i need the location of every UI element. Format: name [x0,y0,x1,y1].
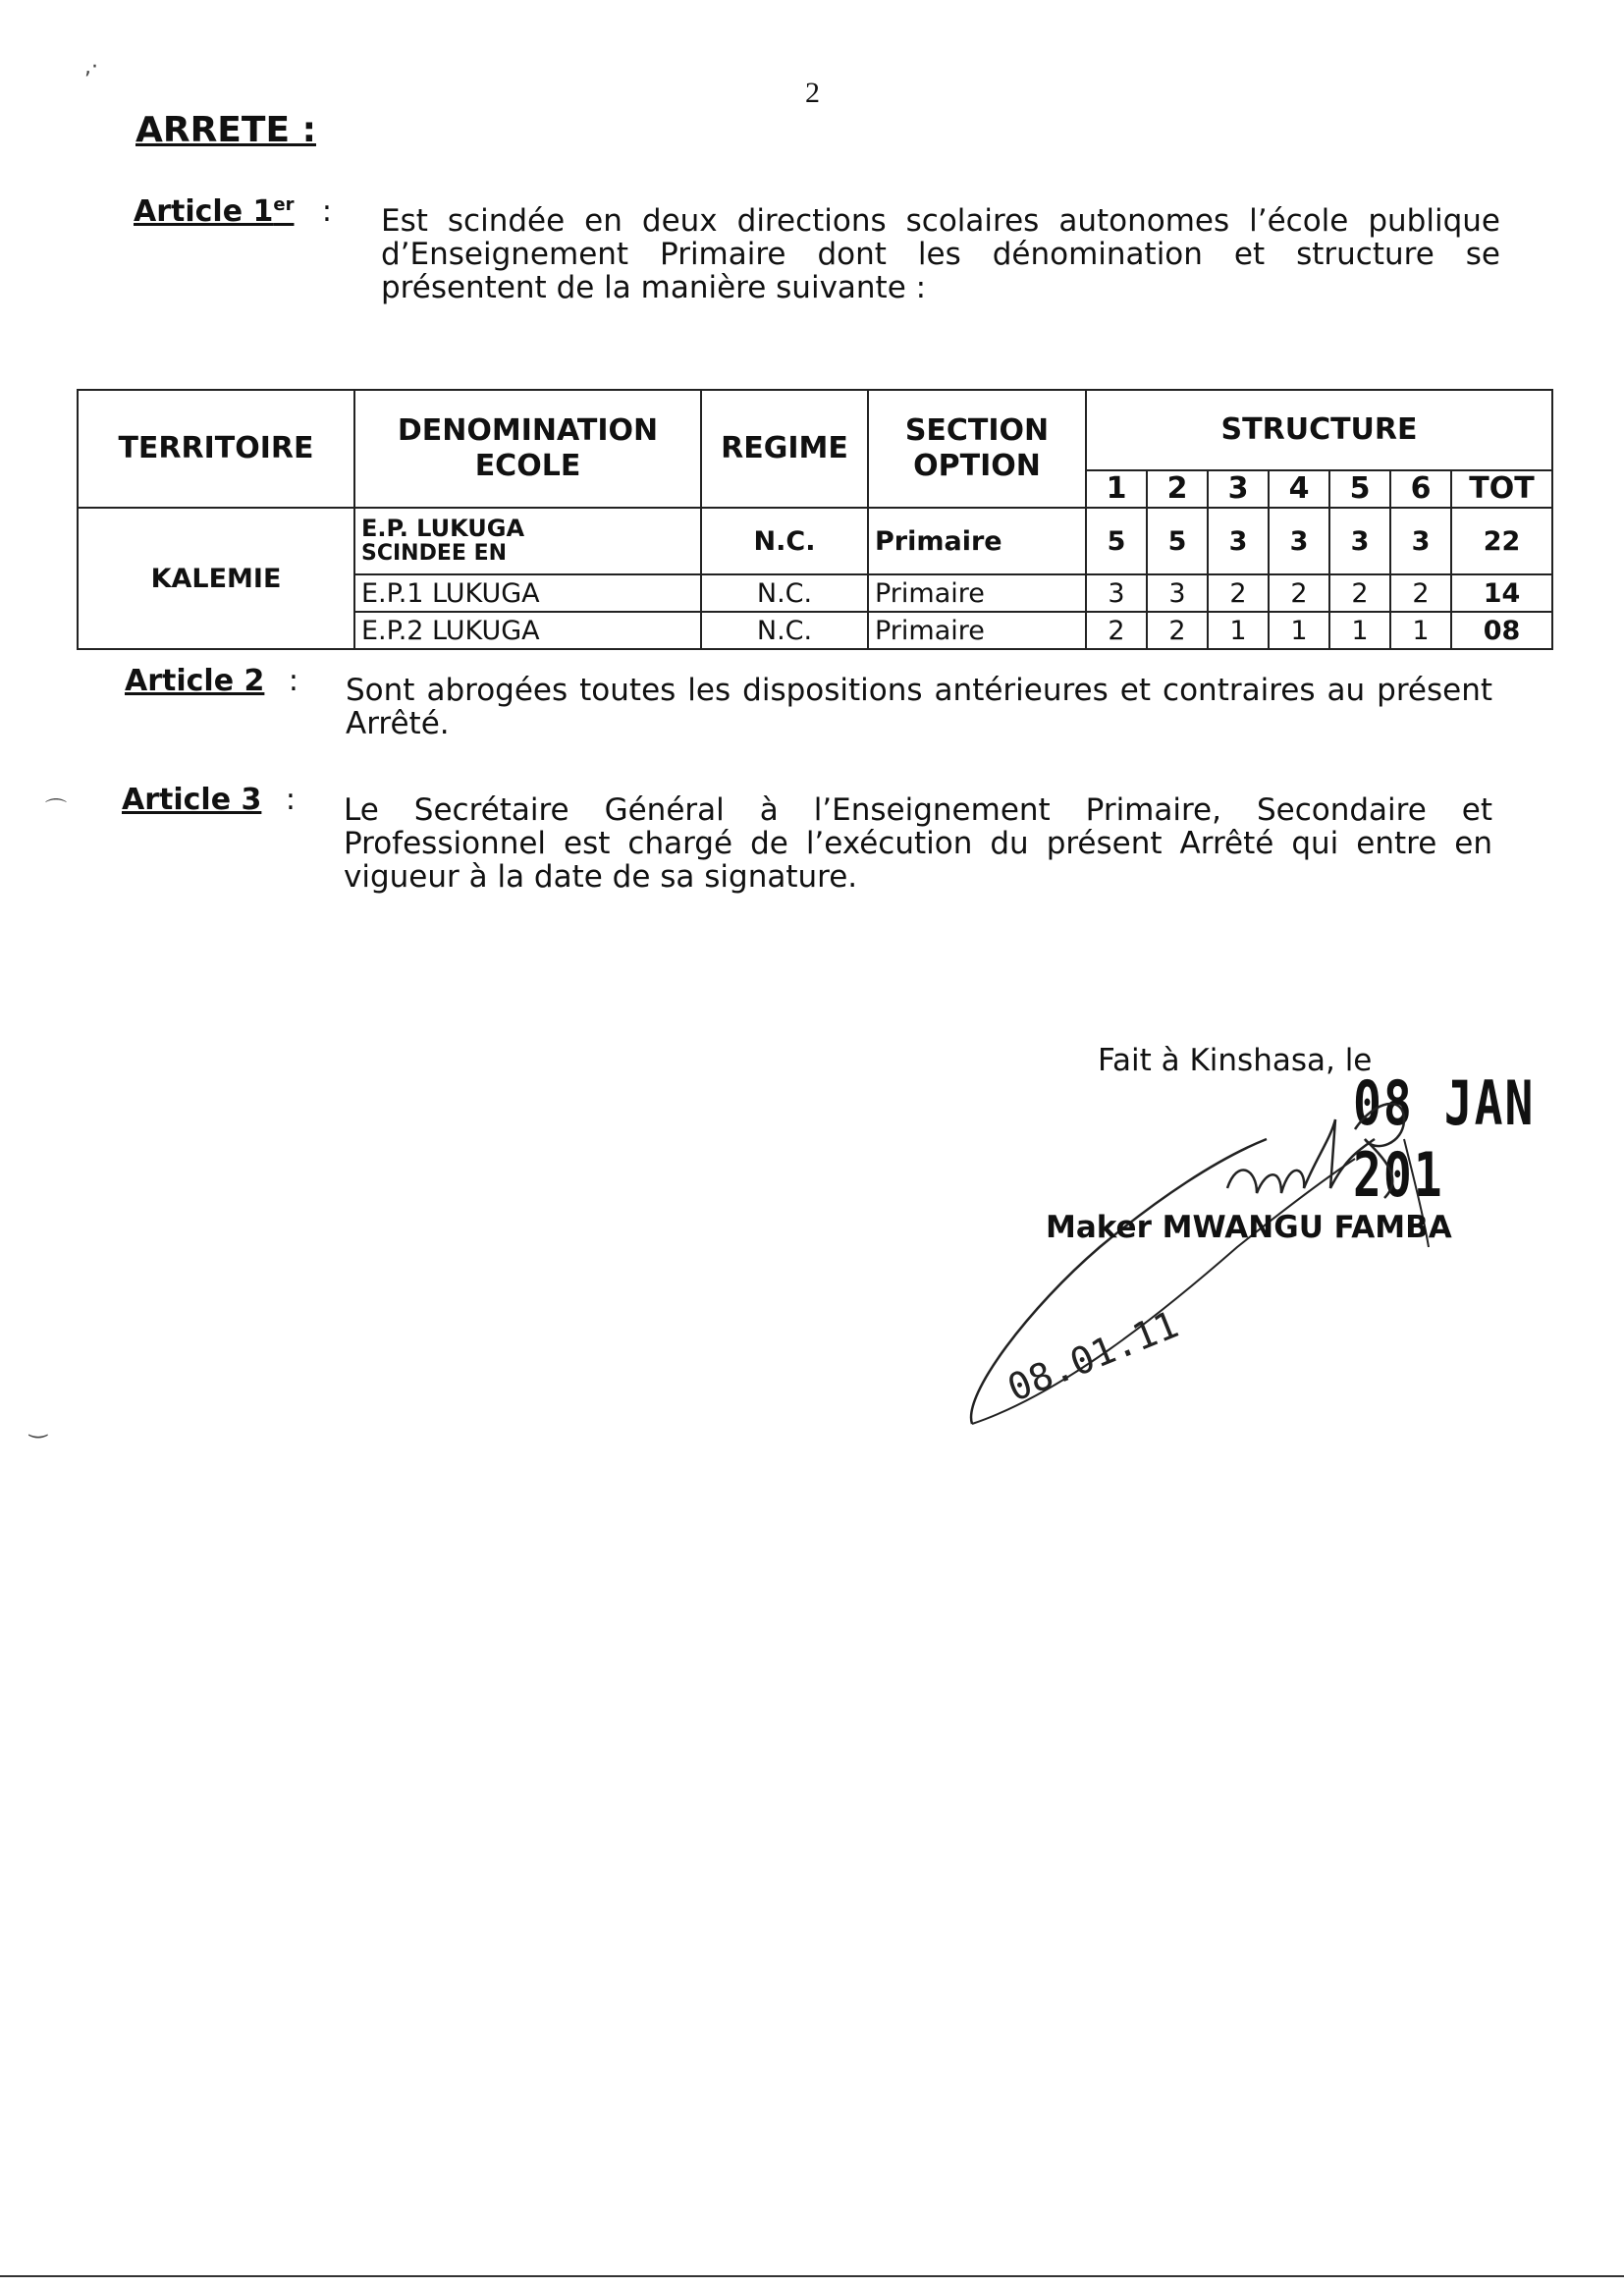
cell-denomination: E.P.2 LUKUGA [354,612,701,649]
structure-table [77,389,1553,650]
place-and-date-label: Fait à Kinshasa, le [1098,1043,1373,1078]
header-col-6: 6 [1390,470,1451,508]
header-regime: REGIME [701,390,868,508]
cell-total: 22 [1451,508,1552,574]
cell-value: 1 [1269,612,1329,649]
cell-section: Primaire [868,508,1086,574]
cell-value: 3 [1269,508,1329,574]
handwritten-signature [943,1100,1492,1473]
cell-value: 2 [1269,574,1329,612]
cell-value: 5 [1086,508,1147,574]
cell-value: 1 [1208,612,1269,649]
cell-denomination-name: E.P. LUKUGA [361,515,525,542]
header-col-2: 2 [1147,470,1208,508]
date-stamp: 08 JAN 201 [1353,1068,1536,1212]
article-2-text: Sont abrogées toutes les dispositions antérieures et contraires au présent Arrêté. [346,673,1492,741]
cell-value: 3 [1390,508,1451,574]
article-2-label [125,664,298,698]
header-col-5: 5 [1329,470,1390,508]
cell-value: 5 [1147,508,1208,574]
cell-denomination [354,508,701,574]
article-3-label [122,783,296,817]
article-3-text: Le Secrétaire Général à l’Enseignement Primaire, Secondaire et Professionnel est chargé de l’exécution du présent Arrêté qui entre en vigueur à la date de sa signature. [344,792,1492,895]
article-1-label [134,194,332,229]
heading-arrete: ARRETE : [135,110,316,150]
cell-value: 2 [1390,574,1451,612]
article-1-text: Est scindée en deux directions scolaires autonomes l’école publique d’Enseignement Primaire dont les dénomination et structure se présentent de la manière suivante : [381,203,1500,305]
article-1-sup: er [273,194,295,215]
cell-value: 2 [1086,612,1147,649]
footer-rule [0,2275,1624,2277]
cell-regime: N.C. [701,574,868,612]
cell-value: 1 [1390,612,1451,649]
margin-mark: ‿ [29,1414,47,1439]
cell-regime: N.C. [701,612,868,649]
header-col-4: 4 [1269,470,1329,508]
article-2-colon: : [288,664,298,698]
cell-value: 1 [1329,612,1390,649]
article-2-label-text: Article 2 [125,664,265,698]
article-1-colon: : [321,194,333,229]
header-col-3: 3 [1208,470,1269,508]
cell-value: 3 [1329,508,1390,574]
cell-territoire: KALEMIE [78,508,354,649]
article-3-label-text: Article 3 [122,783,262,817]
signer-name: Maker MWANGU FAMBA [1046,1210,1452,1245]
cell-denomination: E.P.1 LUKUGA [354,574,701,612]
margin-mark: ⌒ [45,798,68,823]
cell-value: 2 [1329,574,1390,612]
cell-section: Primaire [868,612,1086,649]
header-territoire: TERRITOIRE [78,390,354,508]
table-row [78,508,1552,574]
article-1-label-text: Article 1 [134,194,274,229]
cell-value: 3 [1147,574,1208,612]
cell-value: 3 [1086,574,1147,612]
cell-value: 3 [1208,508,1269,574]
cell-section: Primaire [868,574,1086,612]
header-section-option: SECTION OPTION [868,390,1086,508]
page-number: 2 [805,77,820,109]
cell-value: 2 [1208,574,1269,612]
cell-total: 08 [1451,612,1552,649]
margin-mark: ,· [84,55,98,80]
handwritten-date: 08.01.11 [1001,1302,1185,1410]
cell-total: 14 [1451,574,1552,612]
header-col-1: 1 [1086,470,1147,508]
header-col-tot: TOT [1451,470,1552,508]
cell-regime: N.C. [701,508,868,574]
article-3-colon: : [285,783,296,817]
cell-value: 2 [1147,612,1208,649]
cell-denomination-sub: SCINDEE EN [361,541,508,566]
header-structure: STRUCTURE [1086,390,1552,470]
header-denomination: DENOMINATION ECOLE [354,390,701,508]
